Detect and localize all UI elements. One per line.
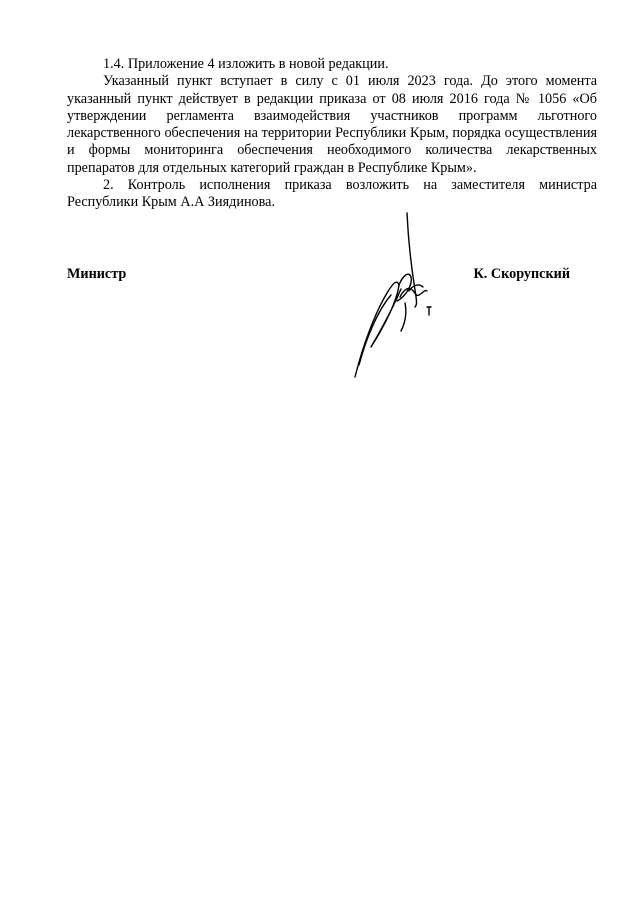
document-body	[67, 56, 597, 212]
signer-name: К. Скорупский	[473, 266, 570, 282]
paragraph-item-2: 2. Контроль исполнения приказа возложить на заместителя министра Республики Крым А.А Зиядинова.	[67, 177, 597, 211]
handwritten-signature	[345, 205, 445, 385]
signer-position: Министр	[67, 266, 127, 282]
paragraph-item-1-4: 1.4. Приложение 4 изложить в новой редакции.	[103, 56, 389, 72]
paragraph-effective-date: Указанный пункт вступает в силу с 01 июля 2023 года. До этого момента указанный пункт действует в редакции приказа от 08 июля 2016 года № 1056 «Об утверждении регламента взаимодействия участников программ льготного лекарственного обеспечения на территории Республики Крым, порядка осуществления и формы мониторинга обеспечения необходимого количества лекарственных препаратов для отдельных категорий граждан в Республике Крым».	[67, 73, 597, 176]
